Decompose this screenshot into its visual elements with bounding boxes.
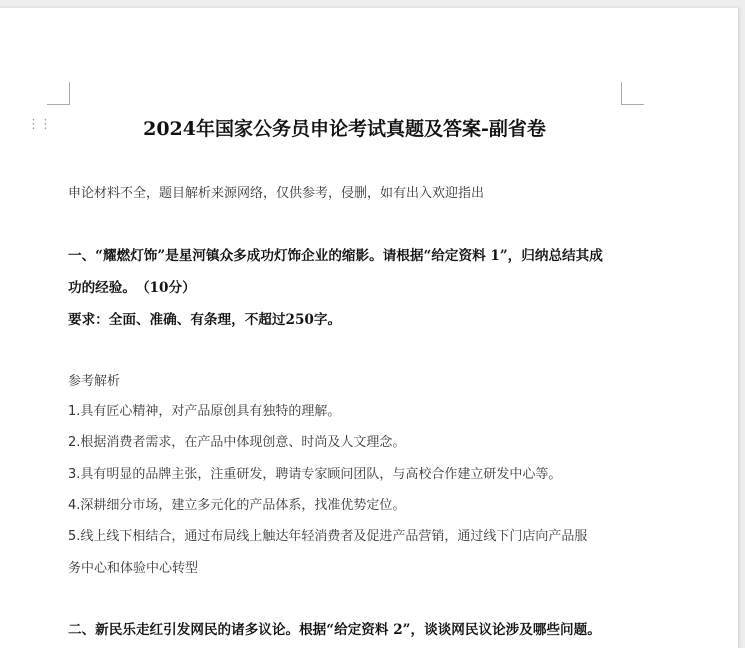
answer-item-4: 4.深耕细分市场，建立多元化的产品体系，找准优势定位。 <box>68 498 406 513</box>
question-2-line-1: 二、新民乐走红引发网民的诸多议论。根据“给定资料 2”，谈谈网民议论涉及哪些问题。 <box>68 622 601 638</box>
answer-item-2: 2.根据消费者需求，在产品中体现创意、时尚及人文理念。 <box>68 435 406 450</box>
top-left-margin-marker <box>47 82 70 105</box>
question-1-line-2: 功的经验。 （10分） <box>68 280 196 296</box>
drag-handle-icon[interactable]: ⋮⋮ <box>27 117 51 132</box>
top-right-margin-marker <box>621 82 644 105</box>
answer-item-1: 1.具有匠心精神，对产品原创具有独特的理解。 <box>68 404 341 419</box>
analysis-heading: 参考解析 <box>68 374 121 389</box>
document-title: 2024年国家公务员申论考试真题及答案-副省卷 <box>143 118 546 140</box>
answer-item-5-line-1: 5.线上线下相结合，通过布局线上触达年轻消费者及促进产品营销，通过线下门店向产品服 <box>68 529 588 544</box>
answer-item-5-line-2: 务中心和体验中心转型 <box>68 561 199 576</box>
question-1-requirement: 要求：全面、准确、有条理，不超过250字。 <box>68 312 342 328</box>
answer-item-3: 3.具有明显的品牌主张，注重研发，聘请专家顾问团队，与高校合作建立研发中心等。 <box>68 467 562 482</box>
intro-text: 申论材料不全，题目解析来源网络，仅供参考，侵删，如有出入欢迎指出 <box>68 186 485 201</box>
document-page <box>0 8 739 648</box>
question-1-line-1: 一、“耀燃灯饰”是星河镇众多成功灯饰企业的缩影。请根据“给定资料 1”，归纳总结其成 <box>68 248 603 264</box>
